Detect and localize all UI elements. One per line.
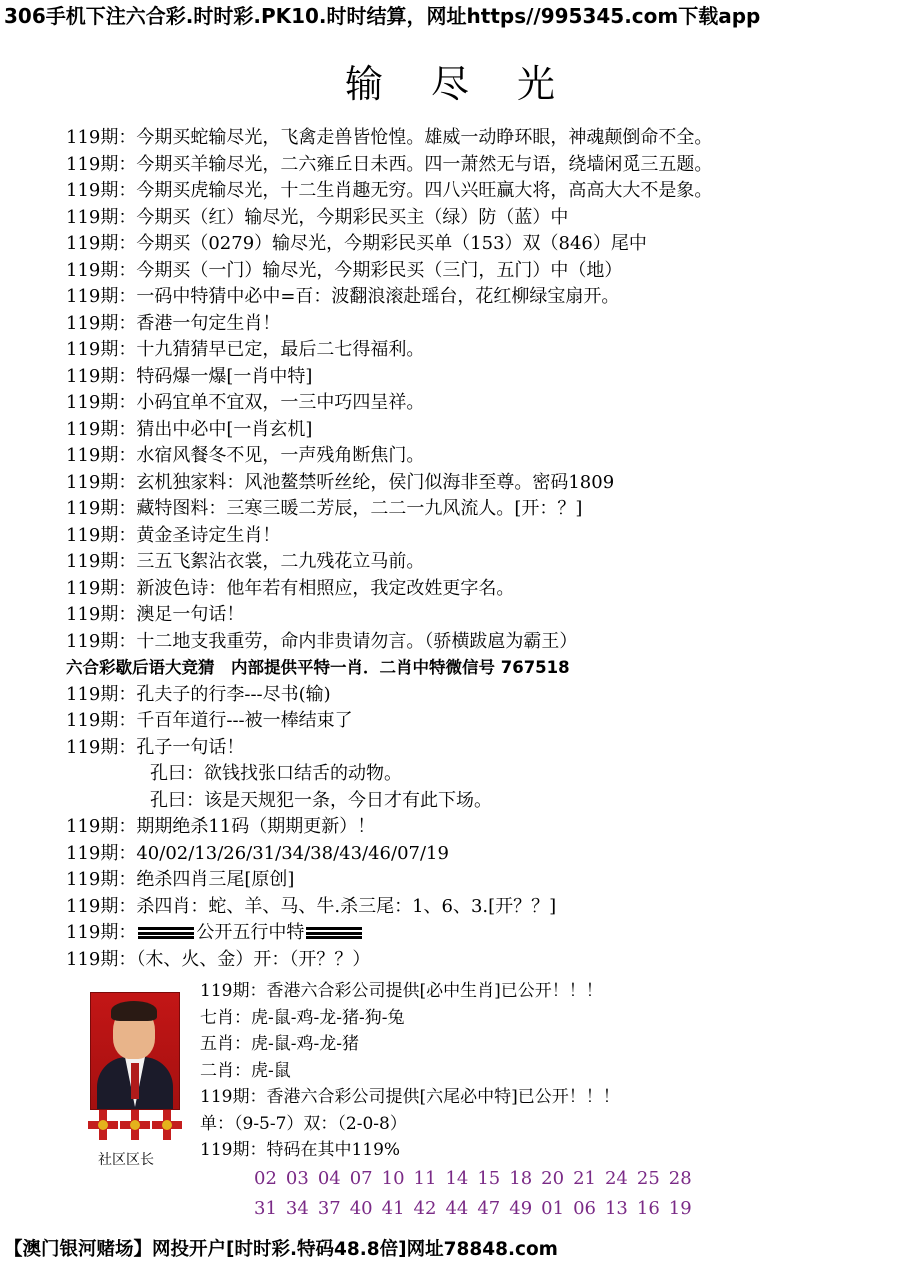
prediction-line <box>66 841 896 868</box>
line-text: 119期：三五飞絮沾衣裳，二九残花立马前。 <box>66 551 425 572</box>
line-text: 119期：特码爆一爆[一肖中特] <box>66 365 313 387</box>
line-text: 119期：孔子一句话！ <box>66 736 245 758</box>
number-cell: 37 <box>317 1198 341 1219</box>
number-cell: 01 <box>541 1198 565 1219</box>
number-cell: 19 <box>668 1198 692 1219</box>
prediction-line <box>66 364 896 391</box>
number-cell: 10 <box>381 1168 405 1189</box>
info-line: 五肖：虎-鼠-鸡-龙-猪 <box>200 1034 359 1054</box>
info-line: 119期：香港六合彩公司提供[必中生肖]已公开！！！ <box>200 981 603 1001</box>
medals-decoration <box>86 1110 186 1150</box>
number-cell: 49 <box>509 1198 533 1219</box>
line-text: 119期：新波色诗：他年若有相照应，我定改姓更字名。 <box>66 577 515 599</box>
prediction-line <box>66 576 896 603</box>
line-text: 119期：十二地支我重劳，命内非贵请勿言。（骄横跋扈为霸王） <box>66 630 578 652</box>
number-cell: 07 <box>349 1168 373 1189</box>
number-grid <box>254 1164 894 1224</box>
prediction-line <box>66 284 896 311</box>
prediction-line <box>66 443 896 470</box>
prediction-line <box>66 867 896 894</box>
prediction-line <box>66 152 896 179</box>
number-cell: 20 <box>541 1168 565 1189</box>
prediction-line <box>66 390 896 417</box>
line-text: 孔曰：该是天规犯一条，今日才有此下场。 <box>150 789 492 811</box>
prediction-line <box>66 231 896 258</box>
line-text: 119期：今期买蛇输尽光，飞禽走兽皆怆惶。雄威一动睁环眼，神魂颠倒命不全。 <box>66 127 713 148</box>
number-cell: 41 <box>381 1198 405 1219</box>
number-cell: 02 <box>254 1168 277 1189</box>
prediction-line <box>66 417 896 444</box>
number-cell: 14 <box>445 1168 469 1189</box>
prediction-line <box>66 205 896 232</box>
line-text: 孔曰：欲钱找张口结舌的动物。 <box>150 763 402 784</box>
prediction-line <box>66 523 896 550</box>
number-cell: 18 <box>509 1168 533 1189</box>
number-cell: 13 <box>604 1198 628 1219</box>
line-text: 119期：今期买（一门）输尽光，今期彩民买（三门，五门）中（地） <box>66 259 623 281</box>
page-title: 输尽光 <box>344 62 603 106</box>
number-cell: 06 <box>573 1198 596 1219</box>
line-text: 119期： <box>66 922 137 943</box>
prediction-line <box>66 258 896 285</box>
prediction-line <box>66 682 896 709</box>
line-text: 六合彩歇后语大竞猜 内部提供平特一肖．二肖中特微信号 767518 <box>66 658 570 677</box>
number-cell: 03 <box>285 1168 309 1189</box>
number-cell: 40 <box>349 1198 373 1219</box>
info-line: 119期：特码在其中119% <box>200 1140 401 1160</box>
prediction-line <box>66 788 896 815</box>
prediction-line <box>66 496 896 523</box>
line-text: 119期：（木、火、金）开：（开？？） <box>66 948 371 970</box>
prediction-line <box>66 470 896 497</box>
info-line: 单：（9-5-7）双：（2-0-8） <box>200 1113 407 1134</box>
prediction-line <box>66 311 896 338</box>
prediction-line <box>66 947 896 974</box>
number-row-2 <box>254 1194 894 1224</box>
triple-bar-icon <box>306 927 362 939</box>
line-text: 119期：黄金圣诗定生肖！ <box>66 524 281 546</box>
top-banner: 306手机下注六合彩.时时彩.PK10.时时结算，网址https//995345.com下载app <box>4 4 761 28</box>
number-cell: 47 <box>477 1198 501 1219</box>
prediction-list <box>66 125 896 973</box>
prediction-line <box>66 708 896 735</box>
line-text: 119期：十九猜猜早已定，最后二七得福利。 <box>66 339 425 360</box>
number-cell: 04 <box>317 1168 341 1189</box>
prediction-line <box>66 125 896 152</box>
line-text: 119期：玄机独家料：风池鳌禁听丝纶，侯门似海非至尊。密码1809 <box>66 471 615 493</box>
prediction-line <box>66 814 896 841</box>
line-text: 119期：40/02/13/26/31/34/38/43/46/07/19 <box>66 842 449 864</box>
number-cell: 44 <box>445 1198 469 1219</box>
line-text: 119期：今期买（红）输尽光，今期彩民买主（绿）防（蓝）中 <box>66 206 569 228</box>
line-text: 119期：期期绝杀11码（期期更新）！ <box>66 816 376 837</box>
prediction-line <box>66 735 896 762</box>
number-cell: 15 <box>477 1168 501 1189</box>
line-text: 119期：小码宜单不宜双，一三中巧四呈祥。 <box>66 392 425 413</box>
portrait-caption: 社区区长 <box>98 1152 154 1168</box>
number-cell: 16 <box>636 1198 660 1219</box>
number-cell: 11 <box>413 1168 437 1189</box>
info-line: 119期：香港六合彩公司提供[六尾必中特]已公开！！！ <box>200 1087 620 1107</box>
line-text: 119期：孔夫子的行李---尽书(输) <box>66 683 331 705</box>
portrait-photo <box>90 992 180 1110</box>
prediction-line <box>66 655 896 682</box>
number-cell: 25 <box>636 1168 660 1189</box>
footer-banner: 【澳门银河赌场】网投开户[时时彩.特码48.8倍]网址78848.com <box>4 1239 558 1260</box>
prediction-line <box>66 337 896 364</box>
prediction-line <box>66 920 896 947</box>
info-list <box>200 978 890 1164</box>
line-text: 119期：藏特图料：三寒三暖二芳辰，二二一九风流人。[开：？] <box>66 498 583 519</box>
line-text: 119期：千百年道行---被一棒结束了 <box>66 710 353 731</box>
line-text: 119期：今期买虎输尽光，十二生肖趣无穷。四八兴旺赢大将，高高大大不是象。 <box>66 180 713 201</box>
number-row-1 <box>254 1164 894 1194</box>
prediction-line <box>66 178 896 205</box>
number-cell: 21 <box>573 1168 596 1189</box>
number-cell: 28 <box>668 1168 692 1189</box>
line-text: 119期：猜出中必中[一肖玄机] <box>66 418 313 440</box>
number-cell: 34 <box>285 1198 309 1219</box>
line-text: 119期：绝杀四肖三尾[原创] <box>66 869 295 890</box>
number-cell: 42 <box>413 1198 437 1219</box>
number-cell: 31 <box>254 1198 277 1219</box>
line-text: 119期：一码中特猜中必中=百：波翻浪滚赴瑶台，花红柳绿宝扇开。 <box>66 286 620 307</box>
line-text: 119期：水宿风餐冬不见，一声残角断焦门。 <box>66 445 425 466</box>
line-text: 119期：今期买（0279）输尽光，今期彩民买单（153）双（846）尾中 <box>66 233 647 254</box>
info-line: 七肖：虎-鼠-鸡-龙-猪-狗-兔 <box>200 1007 405 1028</box>
prediction-line <box>66 894 896 921</box>
info-line: 二肖：虎-鼠 <box>200 1060 291 1081</box>
number-cell: 24 <box>604 1168 628 1189</box>
line-text: 119期：香港一句定生肖！ <box>66 312 281 334</box>
line-highlight: 公开五行中特 <box>196 922 305 943</box>
prediction-line <box>66 629 896 656</box>
line-text: 119期：澳足一句话！ <box>66 604 245 625</box>
prediction-line <box>66 761 896 788</box>
triple-bar-icon <box>138 927 194 939</box>
line-text: 119期：今期买羊输尽光，二六雍丘日未西。四一萧然无与语，绕墙闲觅三五题。 <box>66 153 713 175</box>
prediction-line <box>66 549 896 576</box>
line-text: 119期：杀四肖：蛇、羊、马、牛.杀三尾：1、6、3.[开？？] <box>66 895 557 917</box>
prediction-line <box>66 602 896 629</box>
